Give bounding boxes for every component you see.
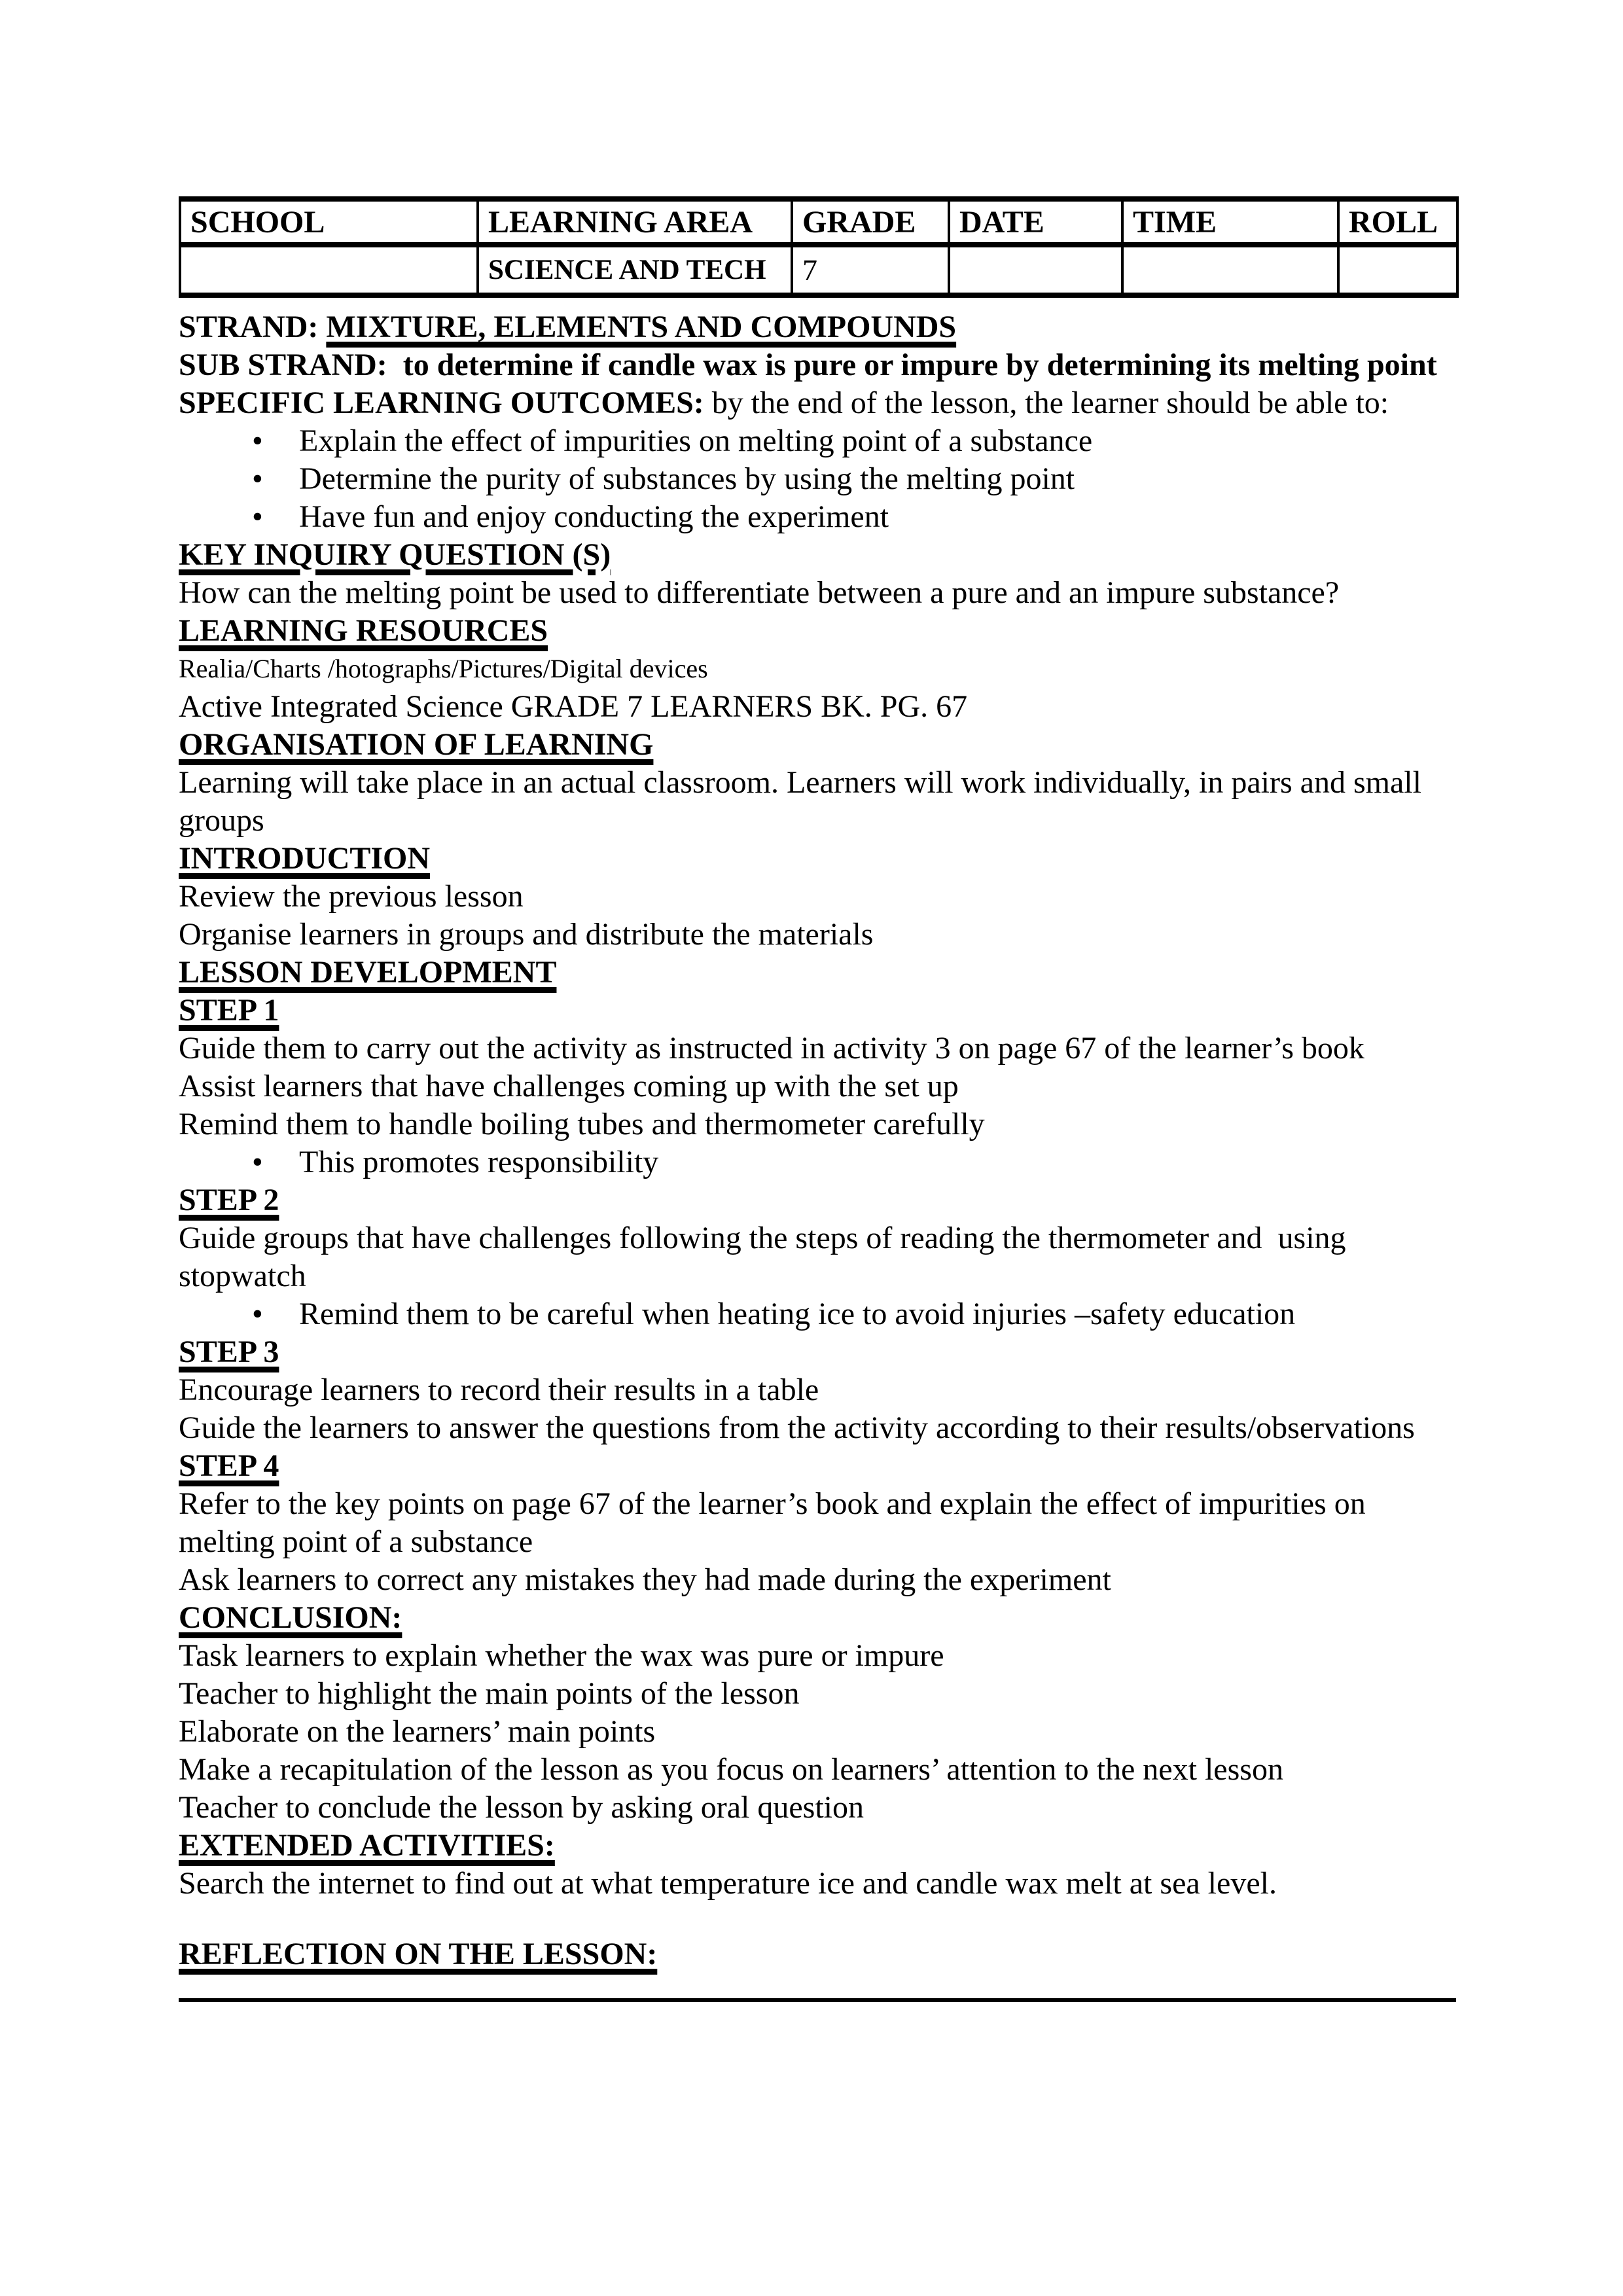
key-inquiry-heading: KEY INQUIRY QUESTION (S) [179,537,611,572]
outcomes-line [179,384,1456,422]
grade-value: 7 [792,245,949,295]
step-1-title: STEP 1 [179,993,279,1028]
time-value [1122,245,1338,295]
step-4-paragraph: Refer to the key points on page 67 of the learner’s book and explain the effect of impurities on melting point of a substance [179,1486,1374,1559]
introduction-line: Organise learners in groups and distribute the materials [179,917,874,952]
col-learning-area: LEARNING AREA [478,199,792,245]
step-4-title: STEP 4 [179,1448,279,1483]
reflection-fill-line [179,1998,1456,2002]
introduction-heading-line [179,840,1456,878]
step-3-title: STEP 3 [179,1335,279,1369]
key-inquiry-heading-line [179,536,1456,574]
step-2-bullet: • Remind them to be careful when heating ice to avoid injuries –safety education [179,1295,1456,1333]
col-date: DATE [949,199,1122,245]
outcomes-intro: by the end of the lesson, the learner should be able to: [704,386,1389,420]
strand-value: MIXTURE, ELEMENTS AND COMPOUNDS [326,310,957,344]
organisation-heading: ORGANISATION OF LEARNING [179,727,654,762]
learning-resources-book: Active Integrated Science GRADE 7 LEARNERS BK. PG. 67 [179,689,968,724]
step-3-paragraph: Encourage learners to record their results in a table [179,1372,819,1407]
introduction-heading: INTRODUCTION [179,841,431,876]
col-grade: GRADE [792,199,949,245]
step-2-title: STEP 2 [179,1183,279,1217]
step-1-bullet: • This promotes responsibility [179,1143,1456,1181]
sub-strand-line [179,346,1456,384]
step-4-paragraph: Ask learners to correct any mistakes they had made during the experiment [179,1562,1111,1597]
learning-resources-heading-line [179,612,1456,650]
step-2-paragraph: Guide groups that have challenges following the steps of reading the thermometer and using stopwatch [179,1221,1354,1293]
step-3-paragraph: Guide the learners to answer the questions from the activity according to their results/observations [179,1410,1415,1445]
step-2-bullet-list [179,1295,1456,1333]
conclusion-line: Elaborate on the learners’ main points [179,1714,656,1749]
step-4-title-line [179,1447,1456,1485]
conclusion-line: Make a recapitulation of the lesson as you focus on learners’ attention to the next lesson [179,1752,1283,1787]
header-table-row-labels [180,199,1457,245]
step-1-paragraph: Guide them to carry out the activity as instructed in activity 3 on page 67 of the learner’s book [179,1031,1364,1066]
lesson-development-heading: LESSON DEVELOPMENT [179,955,557,990]
step-2-title-line [179,1181,1456,1219]
step-1-title-line [179,992,1456,1030]
school-value [180,245,478,295]
learning-resources-heading: LEARNING RESOURCES [179,613,548,648]
reflection-heading-line [179,1935,1456,1973]
key-inquiry-question: How can the melting point be used to differentiate between a pure and an impure substance? [179,575,1340,610]
outcome-bullet: • Explain the effect of impurities on melting point of a substance [179,422,1456,460]
col-roll: ROLL [1338,199,1457,245]
organisation-heading-line [179,726,1456,764]
extended-activities-heading-line [179,1827,1456,1865]
extended-activities-heading: EXTENDED ACTIVITIES: [179,1828,555,1863]
learning-area-value: SCIENCE AND TECH [478,245,792,295]
step-1-paragraph: Remind them to handle boiling tubes and thermometer carefully [179,1107,985,1141]
outcome-bullet: • Determine the purity of substances by using the melting point [179,460,1456,498]
step-3-title-line [179,1333,1456,1371]
lesson-development-heading-line [179,954,1456,992]
extended-activities-body: Search the internet to find out at what temperature ice and candle wax melt at sea level. [179,1866,1277,1901]
conclusion-heading: CONCLUSION: [179,1600,402,1635]
introduction-line: Review the previous lesson [179,879,524,914]
conclusion-line: Teacher to highlight the main points of the lesson [179,1676,800,1711]
date-value [949,245,1122,295]
step-1-paragraph: Assist learners that have challenges coming up with the set up [179,1069,959,1103]
reflection-section [179,1935,1456,2002]
conclusion-heading-line [179,1599,1456,1637]
header-table [179,196,1459,298]
strand-label: STRAND: [179,310,327,344]
col-time: TIME [1122,199,1338,245]
step-1-bullet-list [179,1143,1456,1181]
col-school: SCHOOL [180,199,478,245]
organisation-body: Learning will take place in an actual classroom. Learners will work individually, in pairs and small groups [179,765,1429,838]
strand-line [179,308,1456,346]
sub-strand-value: to determine if candle wax is pure or impure by determining its melting point [402,348,1437,382]
outcome-bullet: • Have fun and enjoy conducting the experiment [179,498,1456,536]
outcomes-label: SPECIFIC LEARNING OUTCOMES: [179,386,704,420]
sub-strand-label: SUB STRAND: [179,348,403,382]
conclusion-line: Task learners to explain whether the wax was pure or impure [179,1638,944,1673]
reflection-heading: REFLECTION ON THE LESSON: [179,1937,658,1971]
outcomes-bullet-list [179,422,1456,536]
learning-resources-items: Realia/Charts /hotographs/Pictures/Digital devices [179,654,708,683]
header-table-row-values [180,245,1457,295]
roll-value [1338,245,1457,295]
conclusion-line: Teacher to conclude the lesson by asking oral question [179,1790,864,1825]
